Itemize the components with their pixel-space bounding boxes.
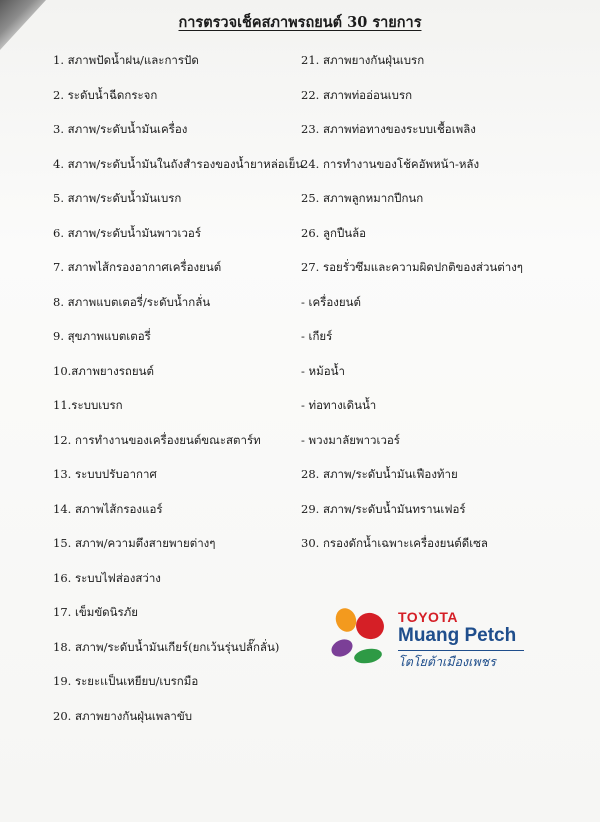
checklist-item: 24. การทำงานของโช้คอัพหน้า-หลัง xyxy=(301,156,480,171)
checklist-item: 14. สภาพไส้กรองแอร์ xyxy=(53,501,163,516)
checklist-item: 25. สภาพลูกหมากปีกนก xyxy=(301,191,424,205)
checklist-item: 20. สภาพยางกันฝุ่นเพลาขับ xyxy=(53,708,192,723)
checklist-subitem: - เครื่องยนต์ xyxy=(301,294,361,309)
checklist-item: 11.ระบบเบรก xyxy=(53,398,123,412)
checklist-item: 3. สภาพ/ระดับน้ำมันเครื่อง xyxy=(53,122,188,136)
checklist-item: 4. สภาพ/ระดับน้ำมันในถังสำรองของน้ำยาหล่อเย็น xyxy=(53,156,303,171)
checklist-subitem: - ท่อทางเดินน้ำ xyxy=(301,398,377,412)
checklist-item: 22. สภาพท่ออ่อนเบรก xyxy=(301,87,413,102)
checklist-item: 9. สุขภาพแบตเตอรี่ xyxy=(53,329,151,343)
checklist-item: 29. สภาพ/ระดับน้ำมันทรานเฟอร์ xyxy=(301,501,466,516)
brand-thai-text: โตโยต้าเมืองเพชร xyxy=(398,655,496,669)
checklist-item: 26. ลูกปืนล้อ xyxy=(301,225,367,240)
checklist-item: 13. ระบบปรับอากาศ xyxy=(53,467,157,481)
checklist-item: 30. กรองดักน้ำเฉพาะเครื่องยนต์ดีเซล xyxy=(301,536,488,550)
brand-main-text: Muang Petch xyxy=(398,625,517,646)
checklist-left-column xyxy=(53,51,303,741)
checklist-item: 8. สภาพแบตเตอรี่/ระดับน้ำกลั่น xyxy=(53,294,211,309)
checklist-right-column xyxy=(301,51,591,569)
checklist-item: 6. สภาพ/ระดับน้ำมันพาวเวอร์ xyxy=(53,225,201,240)
checklist-subitem: - เกียร์ xyxy=(301,329,333,343)
checklist-item: 21. สภาพยางกันฝุ่นเบรก xyxy=(301,53,425,67)
checklist-item: 17. เข็มขัดนิรภัย xyxy=(53,605,139,619)
dealer-logo xyxy=(328,606,538,670)
checklist-item: 5. สภาพ/ระดับน้ำมันเบรก xyxy=(53,191,182,205)
checklist-item: 28. สภาพ/ระดับน้ำมันเฟืองท้าย xyxy=(301,467,458,481)
checklist-item: 1. สภาพปัดน้ำฝน/และการปัด xyxy=(53,53,199,67)
checklist-item: 19. ระยะเเป็นเหยียบ/เบรกมือ xyxy=(53,674,199,688)
checklist-subitem: - หม้อน้ำ xyxy=(301,363,345,378)
checklist-item: 16. ระบบไฟส่องสว่าง xyxy=(53,570,161,585)
checklist-item: 15. สภาพ/ความตึงสายพายต่างๆ xyxy=(53,536,216,550)
checklist-item: 18. สภาพ/ระดับน้ำมันเกียร์(ยกเว้นรุ่นปลั๊กลั่น) xyxy=(53,639,280,654)
checklist-item: 27. รอยรั่วซึมและความผิดปกติของส่วนต่างๆ xyxy=(301,260,523,274)
checklist-item: 2. ระดับน้ำฉีดกระจก xyxy=(53,87,158,102)
checklist-item: 7. สภาพไส้กรองอากาศเครื่องยนต์ xyxy=(53,260,222,274)
brand-top-text: TOYOTA xyxy=(398,609,459,625)
brand-divider xyxy=(398,650,524,651)
checklist-item: 12. การทำงานของเครื่องยนต์ขณะสตาร์ท xyxy=(53,432,261,447)
document-title: การตรวจเช็คสภาพรถยนต์ 30 รายการ xyxy=(178,14,422,31)
checklist-item: 10.สภาพยางรถยนต์ xyxy=(53,363,154,378)
checklist-subitem: - พวงมาลัยพาวเวอร์ xyxy=(301,432,400,447)
toyota-muang-petch-logo-icon xyxy=(328,606,390,668)
checklist-item: 23. สภาพท่อทางของระบบเชื้อเพลิง xyxy=(301,122,476,136)
